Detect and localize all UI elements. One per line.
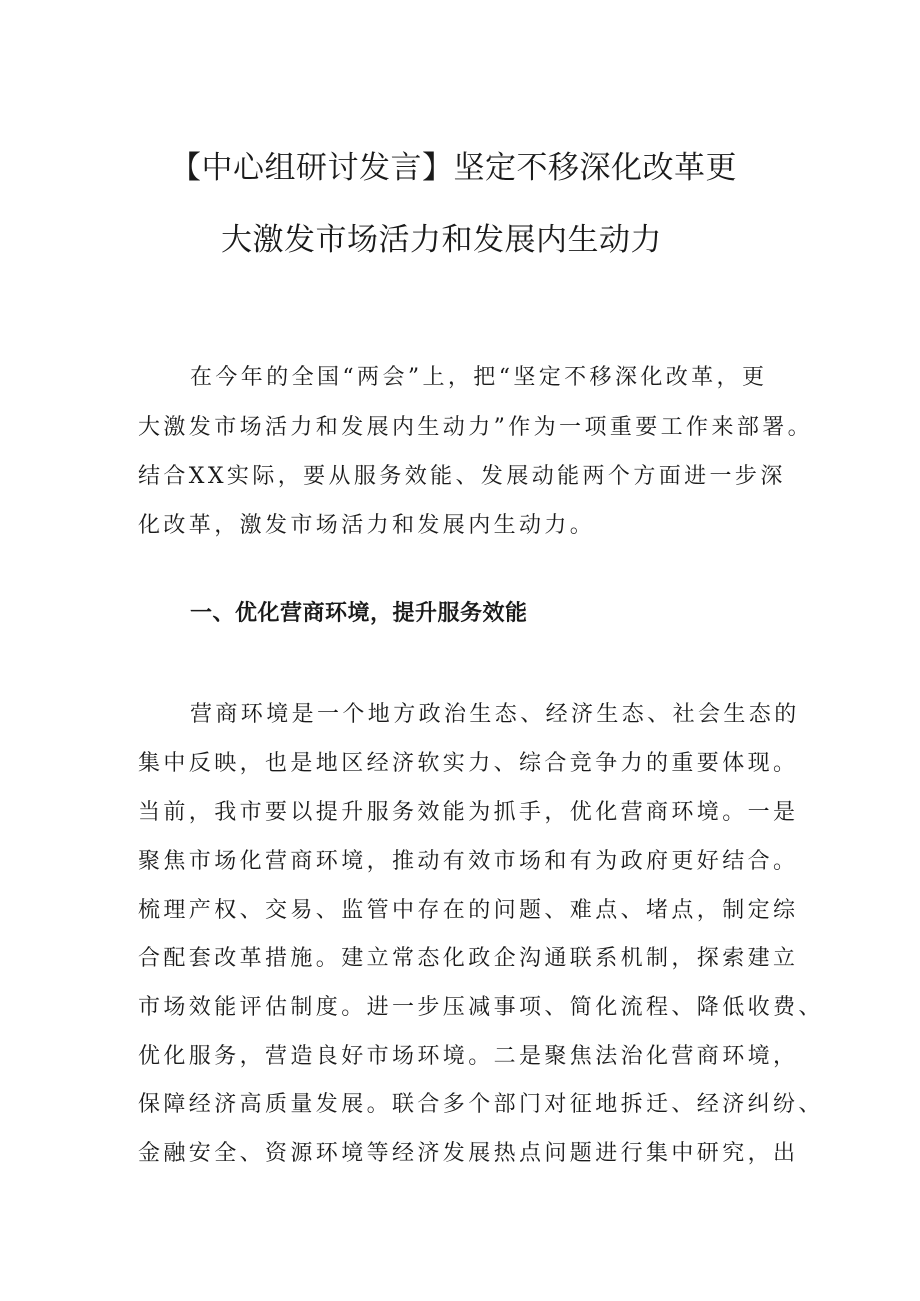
section-1-line-6: 合配套改革措施。建立常态化政企沟通联系机制，探索建立	[138, 946, 799, 971]
section-1-heading: 一、优化营商环境，提升服务效能	[190, 601, 528, 626]
intro-line-4: 化改革，激发市场活力和发展内生动力。	[138, 513, 596, 538]
section-1-line-5: 梳理产权、交易、监管中存在的问题、难点、堵点，制定综	[138, 898, 799, 923]
intro-line-2: 大激发市场活力和发展内生动力”作为一项重要工作来部署。	[138, 415, 814, 440]
section-1-line-8: 优化服务，营造良好市场环境。二是聚焦法治化营商环境，	[138, 1044, 799, 1069]
section-1-line-10: 金融安全、资源环境等经济发展热点问题进行集中研究，出	[138, 1141, 799, 1166]
intro-line-3: 结合XX实际，要从服务效能、发展动能两个方面进一步深	[138, 464, 786, 489]
document-title-line-1: 【中心组研讨发言】坚定不移深化改革更	[170, 150, 737, 186]
section-1-line-3: 当前，我市要以提升服务效能为抓手，优化营商环境。一是	[138, 800, 799, 825]
section-1-line-9: 保障经济高质量发展。联合多个部门对征地拆迁、经济纠纷、	[138, 1092, 824, 1117]
document-title-line-2: 大激发市场活力和发展内生动力	[221, 222, 662, 258]
intro-line-1: 在今年的全国“两会”上，把“坚定不移深化改革，更	[190, 365, 768, 390]
section-1-line-7: 市场效能评估制度。进一步压减事项、简化流程、降低收费、	[138, 995, 824, 1020]
section-1-line-2: 集中反映，也是地区经济软实力、综合竞争力的重要体现。	[138, 751, 799, 776]
section-1-line-4: 聚焦市场化营商环境，推动有效市场和有为政府更好结合。	[138, 849, 799, 874]
section-1-line-1: 营商环境是一个地方政治生态、经济生态、社会生态的	[190, 702, 800, 727]
